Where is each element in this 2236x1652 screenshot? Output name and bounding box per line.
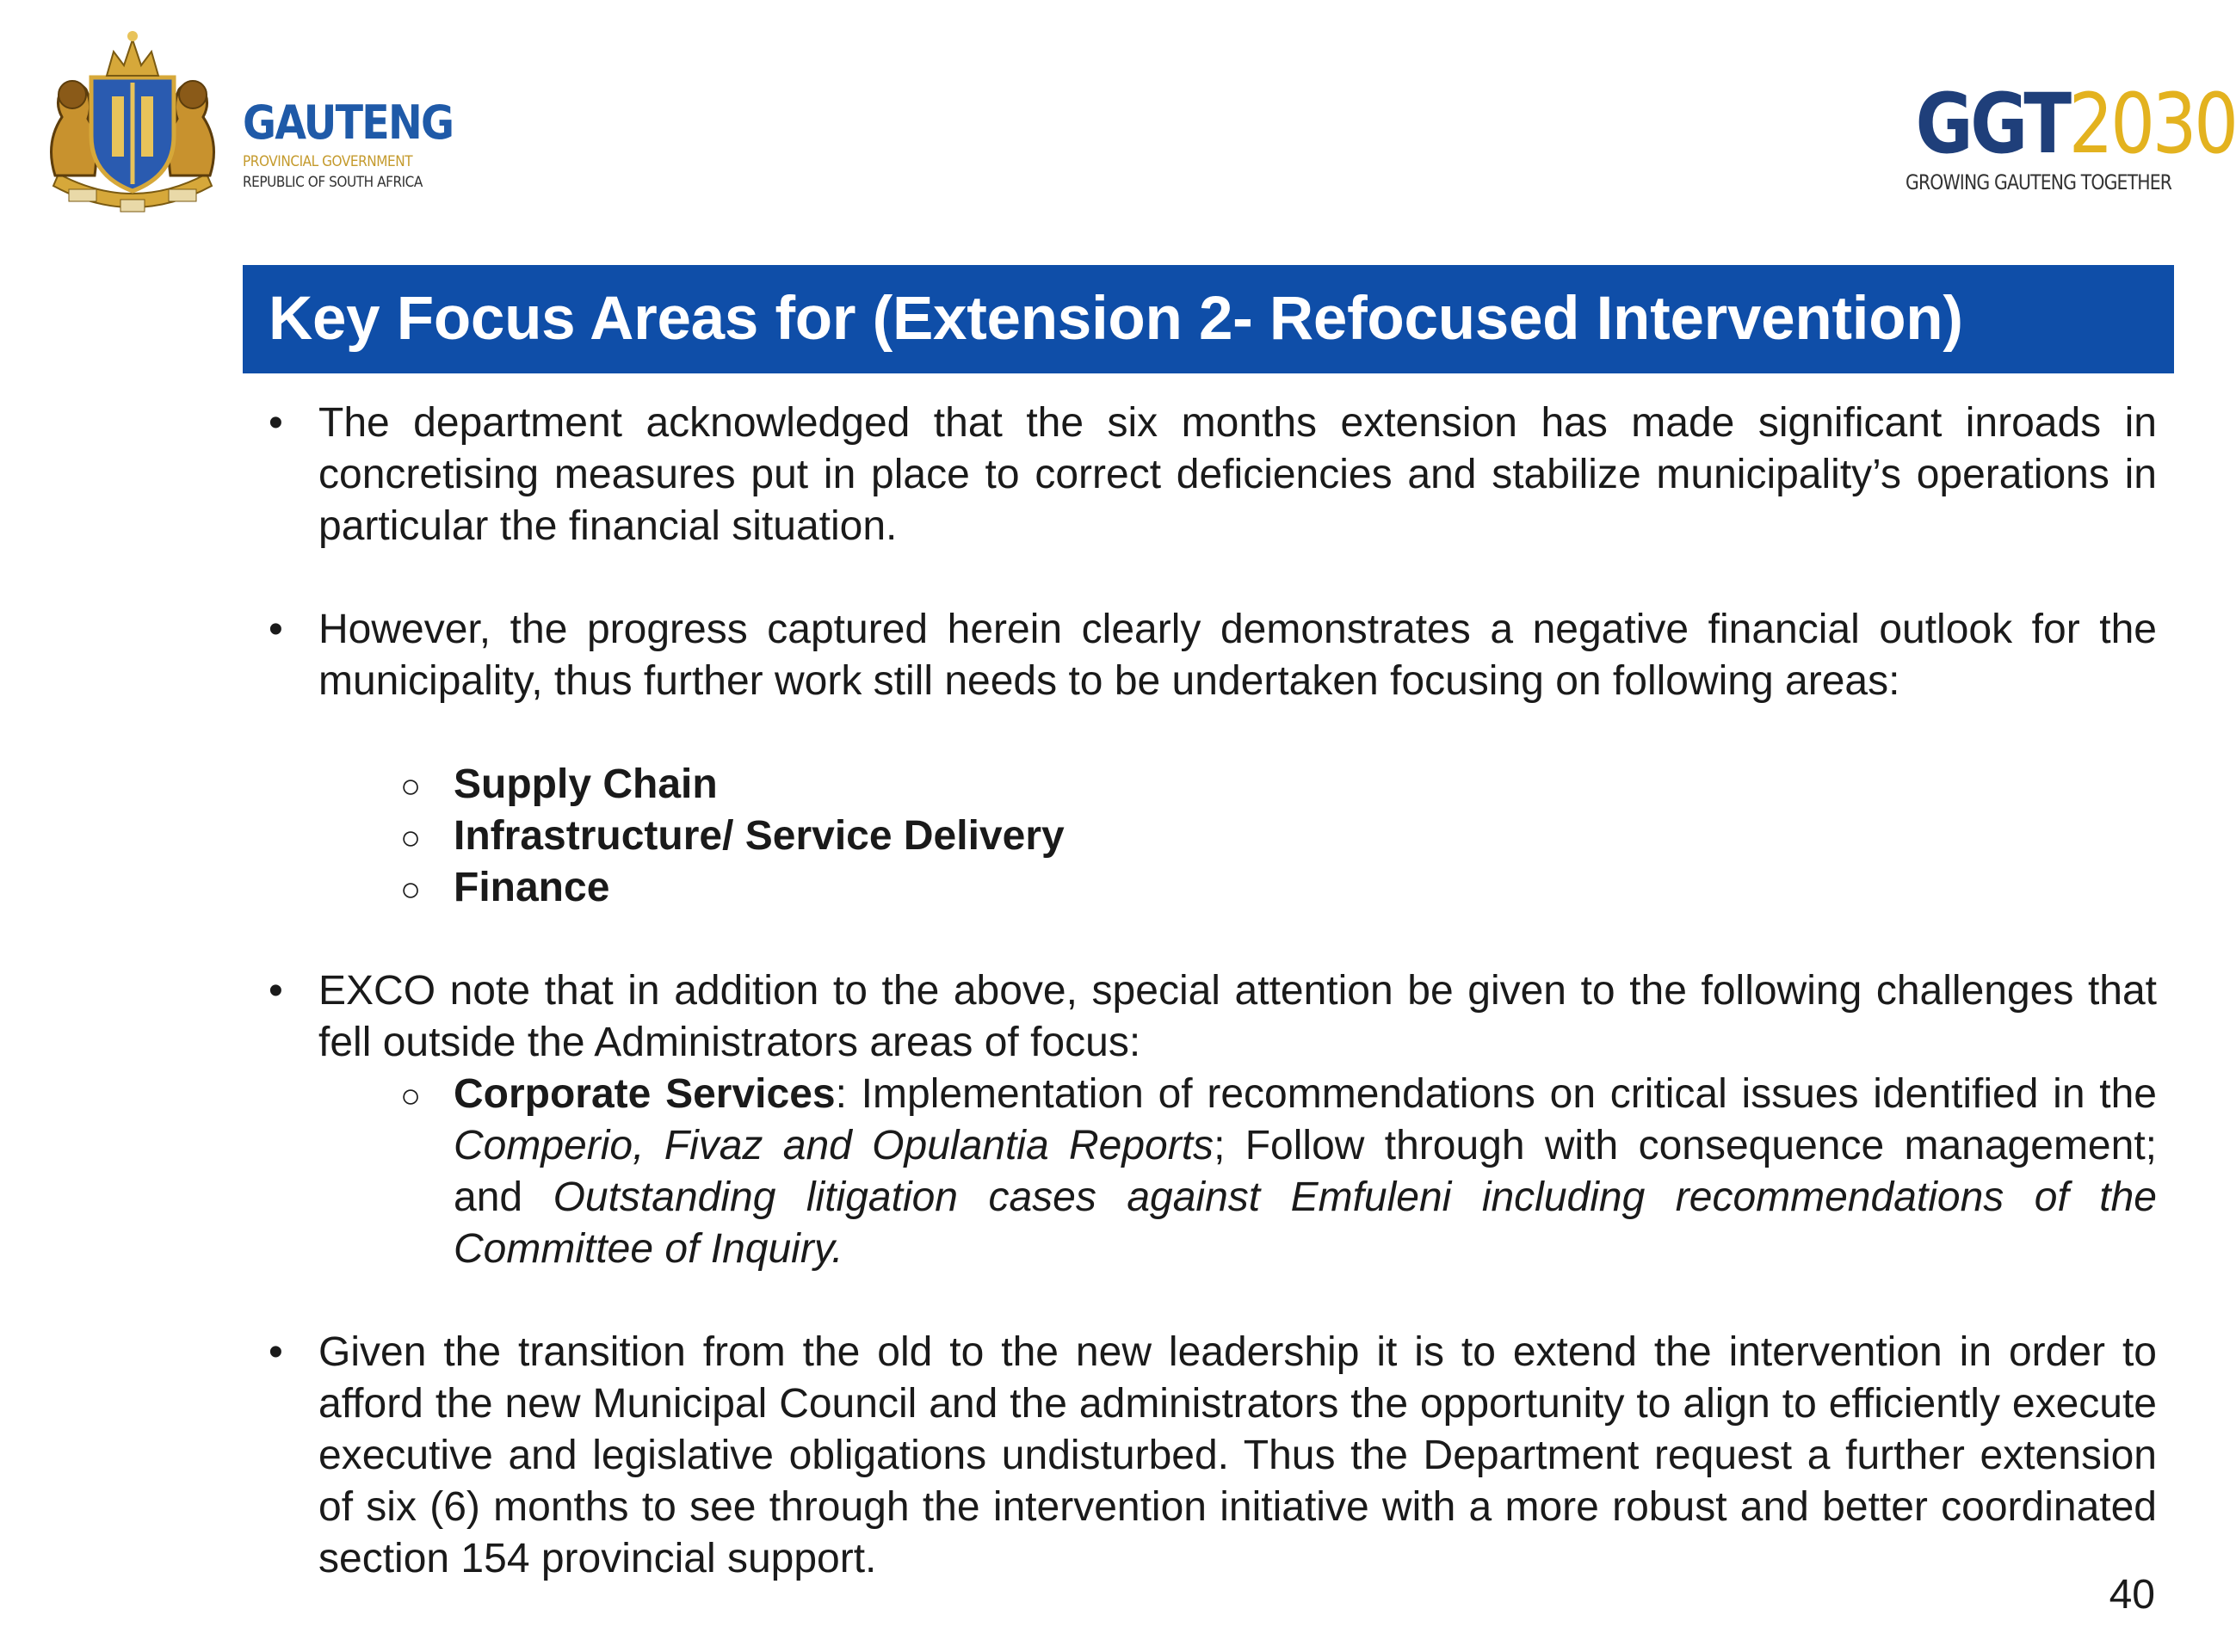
- ggt2030-tagline: GROWING GAUTENG TOGETHER: [1906, 170, 2172, 194]
- slide-content: [263, 398, 2157, 1585]
- challenges-list: [318, 1069, 2157, 1275]
- gauteng-logo-name: GAUTENG: [243, 96, 454, 150]
- bullet-item-1: [263, 398, 2157, 552]
- focus-areas-list: [318, 759, 2157, 914]
- focus-area-item: ○ Infrastructure/ Service Delivery: [400, 811, 2157, 862]
- coat-of-arms-icon: [38, 22, 227, 220]
- focus-area-item: ○ Supply Chain: [400, 759, 2157, 811]
- ggt2030-logo: [1859, 76, 2236, 194]
- gauteng-logo-line2: REPUBLIC OF SOUTH AFRICA: [243, 174, 423, 191]
- bullet-text: However, the progress captured herein clearly demonstrates a negative financial outlook for the municipality, thus further work still needs to be undertaken focusing on following areas:: [318, 607, 2157, 704]
- challenge-text-1: : Implementation of recommendations on critical issues identified in the: [835, 1071, 2157, 1117]
- bullet-text: Given the transition from the old to the new leadership it is to extend the intervention in order to afford the new Municipal Council and the administrators the opportunity to align to efficiently execute executive and legislative obligations undisturbed. Thus the Department request a further extension of six (6) months to see through the intervention initiative with a more robust and better coordinated section 154 provincial support.: [318, 1329, 2157, 1581]
- bullet-text: The department acknowledged that the six months extension has made significant inroads in concretising measures put in place to correct deficiencies and stabilize municipality’s operations in particular the financial situation.: [318, 400, 2157, 549]
- bullet-text: EXCO note that in addition to the above, special attention be given to the following challenges that fell outside the Administrators areas of focus:: [318, 968, 2157, 1065]
- gauteng-logo-line1: PROVINCIAL GOVERNMENT: [243, 153, 413, 170]
- title-bar: [243, 265, 2174, 373]
- challenge-litigation: Outstanding litigation cases against Emfuleni including recommendations of the Committee of Inquiry.: [454, 1174, 2157, 1272]
- slide-title: Key Focus Areas for (Extension 2- Refocused Intervention): [269, 285, 1963, 353]
- page-number: 40: [2109, 1572, 2155, 1618]
- gauteng-logo: [38, 22, 454, 220]
- ggt-mark-part-b: 2030: [2068, 76, 2236, 172]
- challenge-text-2: ; Follow through with consequence management; and: [454, 1123, 2157, 1220]
- challenge-heading: Corporate Services: [454, 1071, 836, 1117]
- challenge-reports: Comperio, Fivaz and Opulantia Reports: [454, 1123, 1214, 1168]
- bullet-item-4: [263, 1327, 2157, 1585]
- challenge-item: [400, 1069, 2157, 1275]
- ggt-mark-part-a: GGT: [1915, 76, 2069, 172]
- focus-area-item: ○ Finance: [400, 862, 2157, 914]
- ggt2030-mark: [1915, 76, 2236, 172]
- bullet-item-3: [263, 965, 2157, 1275]
- bullet-item-2: [263, 604, 2157, 914]
